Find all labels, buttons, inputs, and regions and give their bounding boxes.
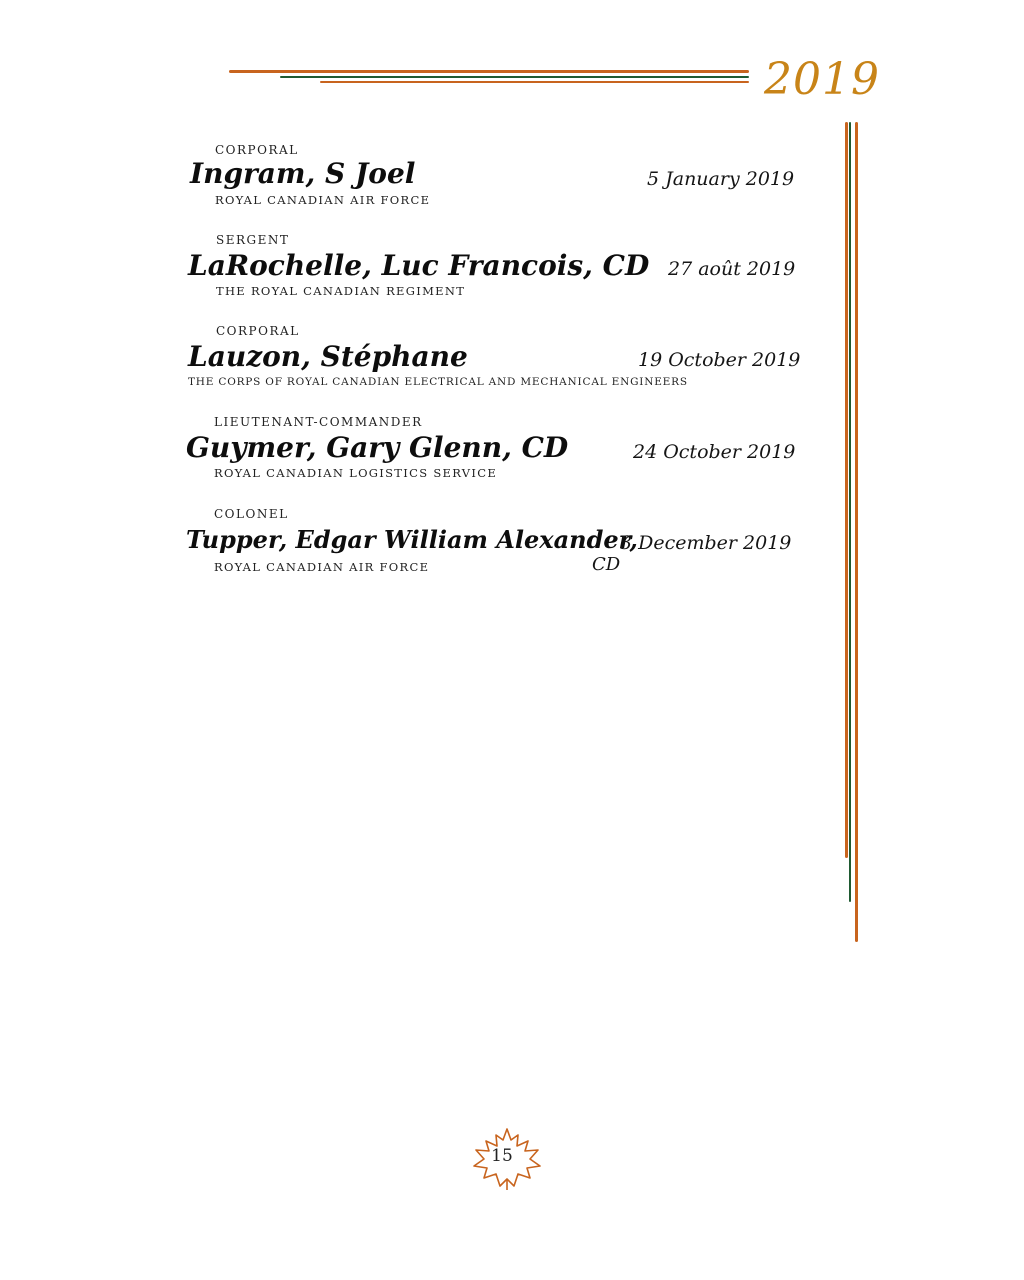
memorial-entry <box>0 506 820 586</box>
memorial-entry <box>0 414 820 494</box>
entry-name-suffix: CD <box>592 554 621 575</box>
border-line-green <box>849 122 851 902</box>
header-rule-orange-bottom <box>320 81 749 83</box>
entry-rank: CORPORAL <box>216 324 300 338</box>
entry-unit: THE ROYAL CANADIAN REGIMENT <box>216 284 466 298</box>
border-line-orange-outer <box>855 122 858 942</box>
entry-unit: ROYAL CANADIAN AIR FORCE <box>214 560 430 574</box>
header-rule-orange-top <box>229 70 749 73</box>
entry-unit: THE CORPS OF ROYAL CANADIAN ELECTRICAL AND MECHANICAL ENGINEERS <box>188 376 688 388</box>
header-rule-green <box>280 76 749 78</box>
entry-date: 19 October 2019 <box>638 349 801 371</box>
entry-date: 5 January 2019 <box>647 168 795 190</box>
entry-unit: ROYAL CANADIAN LOGISTICS SERVICE <box>214 466 498 480</box>
entry-unit: ROYAL CANADIAN AIR FORCE <box>215 193 431 207</box>
entry-date: 24 October 2019 <box>633 441 796 463</box>
memorial-entry <box>0 142 820 222</box>
entry-name: Lauzon, Stéphane <box>188 340 468 373</box>
memorial-entry <box>0 323 820 403</box>
entry-rank: COLONEL <box>214 507 289 521</box>
entry-name: Tupper, Edgar William Alexander, <box>186 525 638 554</box>
page-year-heading: 2019 <box>764 54 880 105</box>
entry-rank: CORPORAL <box>215 143 299 157</box>
border-line-orange-inner <box>845 122 848 858</box>
entry-rank: SERGENT <box>216 233 290 247</box>
entry-date: 27 août 2019 <box>668 258 796 280</box>
page-number: 15 <box>491 1146 513 1166</box>
entry-name: Guymer, Gary Glenn, CD <box>186 431 569 464</box>
entry-date: 3 December 2019 <box>620 532 792 554</box>
entry-rank: LIEUTENANT-COMMANDER <box>214 415 423 429</box>
entry-name: Ingram, S Joel <box>190 157 416 190</box>
entry-name: LaRochelle, Luc Francois, CD <box>188 249 650 282</box>
memorial-entry <box>0 232 820 312</box>
